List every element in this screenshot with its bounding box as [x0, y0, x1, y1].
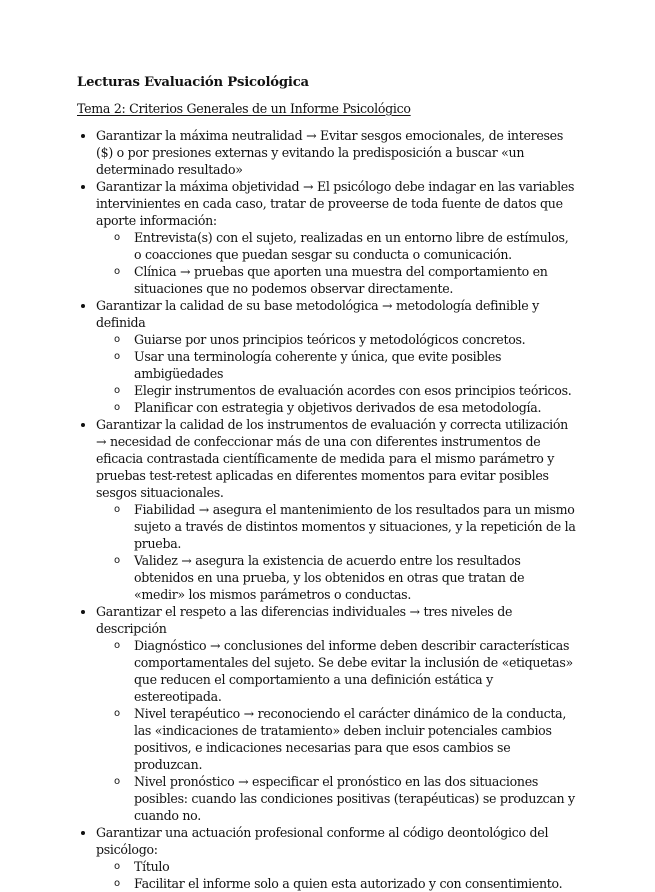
criteria-list — [77, 127, 577, 892]
sub-list-item: o Usar una terminología coherente y única, que evite posibles ambigüedades — [96, 348, 577, 382]
list-item-text: Garantizar el respeto a las diferencias individuales → tres niveles de descripción — [96, 604, 513, 636]
sub-list-item: o Facilitar el informe solo a quien esta autorizado y con consentimiento. — [96, 875, 577, 892]
sub-list — [96, 501, 577, 603]
list-item — [77, 178, 577, 297]
sub-list-item: o Título — [96, 858, 577, 875]
list-item-text: Garantizar la calidad de los instrumentos de evaluación y correcta utilización → necesidad de confeccionar más de una con diferentes instrumentos de eficacia contrastada científicamente de medida para el mismo parámetro y pruebas test-retest aplicadas en diferentes momentos para evitar posibles sesgos situacionales. — [96, 417, 568, 500]
sub-list-item: o Validez → asegura la existencia de acuerdo entre los resultados obtenidos en una prueba, y los obtenidos en otras que tratan de «medir» los mismos parámetros o conductas. — [96, 552, 577, 603]
sub-list — [96, 858, 577, 892]
sub-list-item: o Entrevista(s) con el sujeto, realizadas en un entorno libre de estímulos, o coacciones que puedan sesgar su conducta o comunicación. — [96, 229, 577, 263]
sub-list — [96, 229, 577, 297]
list-item-text: Garantizar una actuación profesional conforme al código deontológico del psicólogo: — [96, 825, 549, 857]
sub-list-item: o Guiarse por unos principios teóricos y metodológicos concretos. — [96, 331, 577, 348]
document-title: Lecturas Evaluación Psicológica — [77, 75, 309, 90]
list-item — [77, 127, 577, 178]
list-item — [77, 297, 577, 416]
sub-list-item: o Nivel pronóstico → especificar el pronóstico en las dos situaciones posibles: cuando las condiciones positivas (terapéuticas) se produzcan y cuando no. — [96, 773, 577, 824]
list-item — [77, 603, 577, 824]
list-item — [77, 416, 577, 603]
sub-list-item: o Fiabilidad → asegura el mantenimiento de los resultados para un mismo sujeto a través de distintos momentos y situaciones, y la repetición de la prueba. — [96, 501, 577, 552]
sub-list — [96, 637, 577, 824]
list-item-text: Garantizar la calidad de su base metodológica → metodología definible y definida — [96, 298, 539, 330]
list-item-text: Garantizar la máxima neutralidad → Evitar sesgos emocionales, de intereses ($) o por presiones externas y evitando la predisposición a buscar «un determinado resultado» — [96, 128, 563, 177]
sub-list-item: o Planificar con estrategia y objetivos derivados de esa metodología. — [96, 399, 577, 416]
list-item-text: Garantizar la máxima objetividad → El psicólogo debe indagar en las variables intervinientes en cada caso, tratar de proveerse de toda fuente de datos que aporte información: — [96, 179, 575, 228]
sub-list-item: o Nivel terapéutico → reconociendo el carácter dinámico de la conducta, las «indicaciones de tratamiento» deben incluir potenciales cambios positivos, e indicaciones necesarias para que esos cambios se produzcan. — [96, 705, 577, 773]
document-subtitle: Tema 2: Criterios Generales de un Informe Psicológico — [77, 101, 411, 116]
sub-list-item: o Clínica → pruebas que aporten una muestra del comportamiento en situaciones que no podemos observar directamente. — [96, 263, 577, 297]
sub-list-item: o Diagnóstico → conclusiones del informe deben describir características comportamentales del sujeto. Se debe evitar la inclusión de «etiquetas» que reducen el comportamiento a una definición estática y estereotipada. — [96, 637, 577, 705]
sub-list — [96, 331, 577, 416]
sub-list-item: o Elegir instrumentos de evaluación acordes con esos principios teóricos. — [96, 382, 577, 399]
list-item — [77, 824, 577, 892]
